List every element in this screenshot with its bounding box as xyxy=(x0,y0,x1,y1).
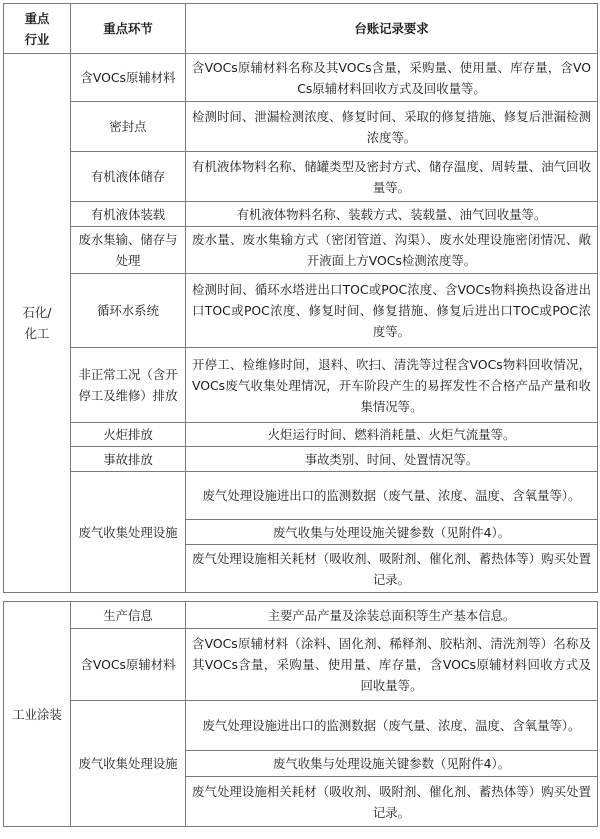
requirement-cell: 含VOCs原辅材料（涂料、固化剂、稀释剂、胶粘剂、清洗剂等）名称及其VOCs含量，采购量、使用量、库存量，含VOCs原辅材料回收方式及回收量等。 xyxy=(186,629,598,701)
link-cell: 有机液体装载 xyxy=(71,202,186,227)
requirement-cell: 检测时间、泄漏检测浓度、修复时间、采取的修复措施、修复后泄漏检测浓度等。 xyxy=(186,102,598,152)
requirement-cell: 主要产品产量及涂装总面积等生产基本信息。 xyxy=(186,602,598,629)
link-cell: 密封点 xyxy=(71,102,186,152)
table-row xyxy=(4,423,598,447)
table-row xyxy=(4,54,598,102)
header-requirement: 台账记录要求 xyxy=(186,4,598,54)
requirement-cell: 检测时间、循环水塔进出口TOC或POC浓度、含VOCs物料换热设备进出口TOC或POC浓度、修复时间、修复措施、修复后进出口TOC或POC浓度等。 xyxy=(186,274,598,348)
requirement-cell: 废气处理设施进出口的监测数据（废气量、浓度、温度、含氧量等）。 xyxy=(186,701,598,751)
requirement-cell: 废气处理设施相关耗材（吸收剂、吸附剂、催化剂、蓄热体等）购买处置记录。 xyxy=(186,545,598,593)
link-cell: 有机液体储存 xyxy=(71,152,186,202)
link-cell: 事故排放 xyxy=(71,447,186,472)
table-row xyxy=(4,472,598,520)
table-row xyxy=(4,202,598,227)
table-row xyxy=(4,602,598,629)
requirement-cell: 火炬运行时间、燃料消耗量、火炬气流量等。 xyxy=(186,423,598,447)
link-cell: 含VOCs原辅材料 xyxy=(71,629,186,701)
ledger-table-petrochemical xyxy=(3,3,598,593)
table-row xyxy=(4,227,598,274)
header-link: 重点环节 xyxy=(71,4,186,54)
table-row xyxy=(4,152,598,202)
link-cell: 含VOCs原辅材料 xyxy=(71,54,186,102)
requirement-cell: 废水量、废水集输方式（密闭管道、沟渠）、废水处理设施密闭情况、敞开液面上方VOCs检测浓度等。 xyxy=(186,227,598,274)
link-cell: 生产信息 xyxy=(71,602,186,629)
requirement-cell: 含VOCs原辅材料名称及其VOCs含量，采购量、使用量、库存量，含VOCs原辅材料回收方式及回收量等。 xyxy=(186,54,598,102)
link-cell: 废气收集处理设施 xyxy=(71,472,186,593)
table-row xyxy=(4,629,598,701)
requirement-cell: 事故类别、时间、处置情况等。 xyxy=(186,447,598,472)
link-cell: 废气收集处理设施 xyxy=(71,701,186,827)
ledger-table-coating xyxy=(3,601,598,827)
requirement-cell: 废气收集与处理设施关键参数（见附件4）。 xyxy=(186,751,598,777)
requirement-cell: 废气收集与处理设施关键参数（见附件4）。 xyxy=(186,520,598,545)
requirement-cell: 废气处理设施进出口的监测数据（废气量、浓度、温度、含氧量等）。 xyxy=(186,472,598,520)
header-industry: 重点 行业 xyxy=(4,4,71,54)
table-row xyxy=(4,447,598,472)
industry-cell: 石化/ 化工 xyxy=(4,54,71,593)
requirement-cell: 开停工、检维修时间，退料、吹扫、清洗等过程含VOCs物料回收情况，VOCs废气收集处理情况，开车阶段产生的易挥发性不合格产品产量和收集情况等。 xyxy=(186,348,598,423)
table-row xyxy=(4,274,598,348)
industry-cell: 工业涂装 xyxy=(4,602,71,827)
table-row xyxy=(4,102,598,152)
requirement-cell: 有机液体物料名称、装载方式、装载量、油气回收量等。 xyxy=(186,202,598,227)
link-cell: 火炬排放 xyxy=(71,423,186,447)
header-row xyxy=(4,4,598,54)
link-cell: 废水集输、储存与处理 xyxy=(71,227,186,274)
requirement-cell: 废气处理设施相关耗材（吸收剂、吸附剂、催化剂、蓄热体等）购买处置记录。 xyxy=(186,777,598,827)
link-cell: 非正常工况（含开停工及维修）排放 xyxy=(71,348,186,423)
requirement-cell: 有机液体物料名称、储罐类型及密封方式、储存温度、周转量、油气回收量等。 xyxy=(186,152,598,202)
link-cell: 循环水系统 xyxy=(71,274,186,348)
table-row xyxy=(4,348,598,423)
table-row xyxy=(4,701,598,751)
